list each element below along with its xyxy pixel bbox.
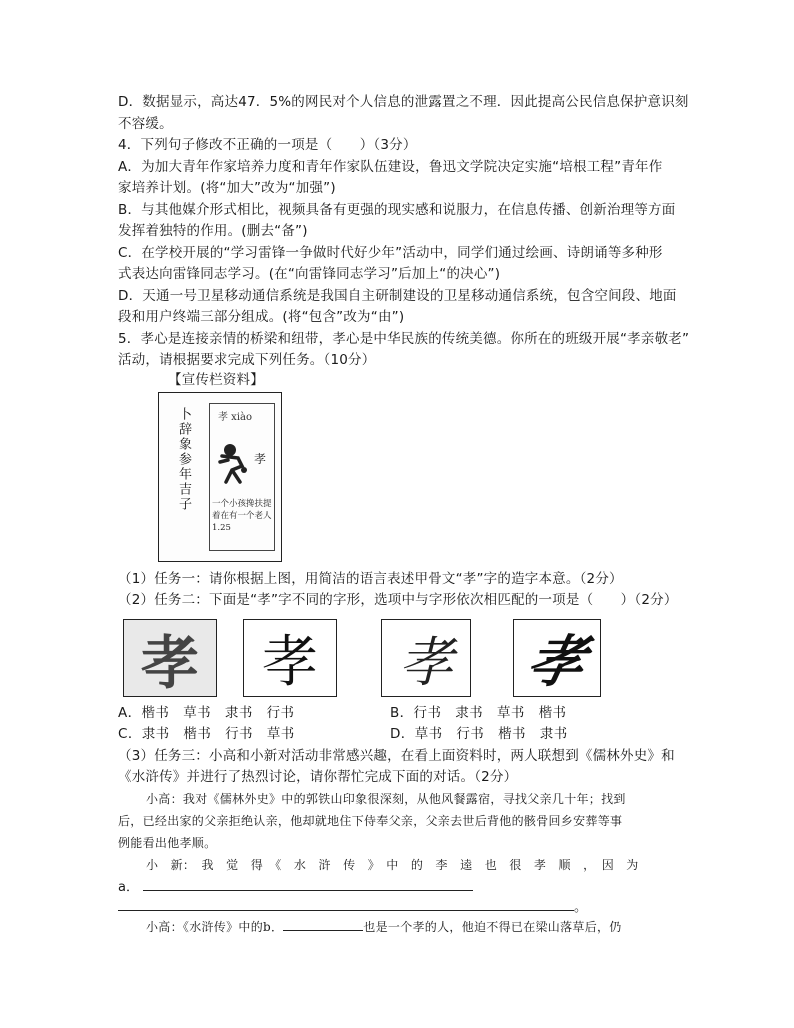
bulletin-panel-image <box>158 392 282 562</box>
glyph-1-char: 孝 <box>140 629 199 697</box>
option-b: B．行书 隶书 草书 楷书 <box>390 705 567 721</box>
answer-a-row <box>118 876 473 895</box>
q4-option-d-line-1: D．天通一号卫星移动通信系统是我国自主研制建设的卫星移动通信系统，包含空间段、地面 <box>118 288 677 304</box>
answer-b-blank[interactable] <box>283 918 363 931</box>
glyph-3-char: 孝 <box>399 630 453 694</box>
bulletin-caption <box>212 498 272 534</box>
dialogue-gao-line-2: 后，已经出家的父亲拒绝认亲，他却就地住下侍奉父亲，父亲去世后背他的骸骨回乡安葬等事 <box>118 814 623 828</box>
glyph-4-char: 孝 <box>521 629 592 695</box>
dialogue-gao-line-3: 例能看出他孝顺。 <box>118 836 217 850</box>
answer-a-blank-continuation[interactable] <box>118 896 574 911</box>
glyph-image-4 <box>513 619 601 697</box>
q4-option-b-line-1: B．与其他媒介形式相比，视频具备有更强的现实感和说服力，在信息传播、创新治理等方面 <box>118 202 676 218</box>
option-a: A．楷书 草书 隶书 行书 <box>118 705 295 721</box>
option-d-line-1: D．数据显示，高达47．5%的网民对个人信息的泄露置之不理．因此提高公民信息保护意识刻 <box>118 94 689 110</box>
glyph-image-3 <box>381 619 471 697</box>
task-3-line-1: （3）任务三：小高和小新对活动非常感兴趣，在看上面资料时，两人联想到《儒林外史》和 <box>118 748 675 764</box>
dialogue-gao-line-1: 小高：我对《儒林外史》中的郭铁山印象很深刻，从他风餐露宿，寻找父亲几十年；找到 <box>146 792 626 806</box>
question-5-intro-line-1: 5．孝心是连接亲情的桥梁和纽带，孝心是中华民族的传统美德。你所在的班级开展“孝亲敬老” <box>118 331 690 347</box>
option-c: C．隶书 楷书 行书 草书 <box>118 726 295 742</box>
glyph-image-2 <box>243 619 337 697</box>
q4-option-c-line-2: 式表达向雷锋同志学习。(在“向雷锋同志学习”后加上“的决心”) <box>118 266 501 282</box>
q4-option-a-line-2: 家培养计划。(将“加大”改为“加强”) <box>118 180 336 196</box>
bulletin-header: 【宣传栏资料】 <box>168 372 264 388</box>
task-1: （1）任务一：请你根据上图，用简洁的语言表述甲骨文“孝”字的造字本意。（2分） <box>118 571 623 587</box>
bulletin-char-label: 孝 xiào <box>218 412 252 423</box>
option-d: D．草书 行书 楷书 隶书 <box>390 726 568 742</box>
answer-b-prefix: 小高：《水浒传》中的b． <box>146 920 284 934</box>
bulletin-caption-line-2: 着在有一个老人 <box>212 511 272 521</box>
answer-a-period: 。 <box>574 900 588 915</box>
option-d-line-2: 不容缓。 <box>118 116 173 132</box>
q4-option-b-line-2: 发挥着独特的作用。(删去“备”) <box>118 223 308 239</box>
dialogue-xin-line-1: 小 新： 我 觉 得 《 水 浒 传 》 中 的 李 逵 也 很 孝 顺 ， 因 为 <box>146 858 639 872</box>
answer-a-label: a． <box>118 880 139 895</box>
question-5-intro-line-2: 活动，请根据要求完成下列任务。（10分） <box>118 352 376 368</box>
q4-option-d-line-2: 段和用户终端三部分组成。(将“包含”改为“由”) <box>118 309 405 325</box>
glyph-2-char: 孝 <box>262 630 318 695</box>
answer-b-suffix: 也是一个孝的人，他迫不得已在梁山落草后，仍 <box>363 920 622 934</box>
answer-a-continuation-row <box>118 896 587 915</box>
bulletin-caption-line-3: 1.25 <box>212 523 231 533</box>
bulletin-glyph-caption: 孝 <box>254 452 267 466</box>
bulletin-inner-frame <box>209 403 275 551</box>
answer-a-blank[interactable] <box>143 876 473 891</box>
task-2: （2）任务二：下面是“孝”字不同的字形，选项中与字形依次相匹配的一项是（ ）（2分） <box>118 592 678 608</box>
bulletin-left-column: 卜辞象参年吉子 <box>176 407 191 512</box>
bulletin-caption-line-1: 一个小孩搀扶提 <box>212 499 272 509</box>
dialogue-gao-b-row <box>146 918 622 935</box>
oracle-bone-figure-icon <box>214 440 254 486</box>
q4-option-a-line-1: A．为加大青年作家培养力度和青年作家队伍建设，鲁迅文学院决定实施“培根工程”青年作 <box>118 159 663 175</box>
glyph-image-1 <box>123 619 217 697</box>
task-3-line-2: 《水浒传》并进行了热烈讨论，请你帮忙完成下面的对话。（2分） <box>118 769 518 785</box>
q4-option-c-line-1: C．在学校开展的“学习雷锋一争做时代好少年”活动中，同学们通过绘画、诗朗诵等多种形 <box>118 245 663 261</box>
question-4-title: 4．下列句子修改不正确的一项是（ ）（3分） <box>118 137 417 153</box>
